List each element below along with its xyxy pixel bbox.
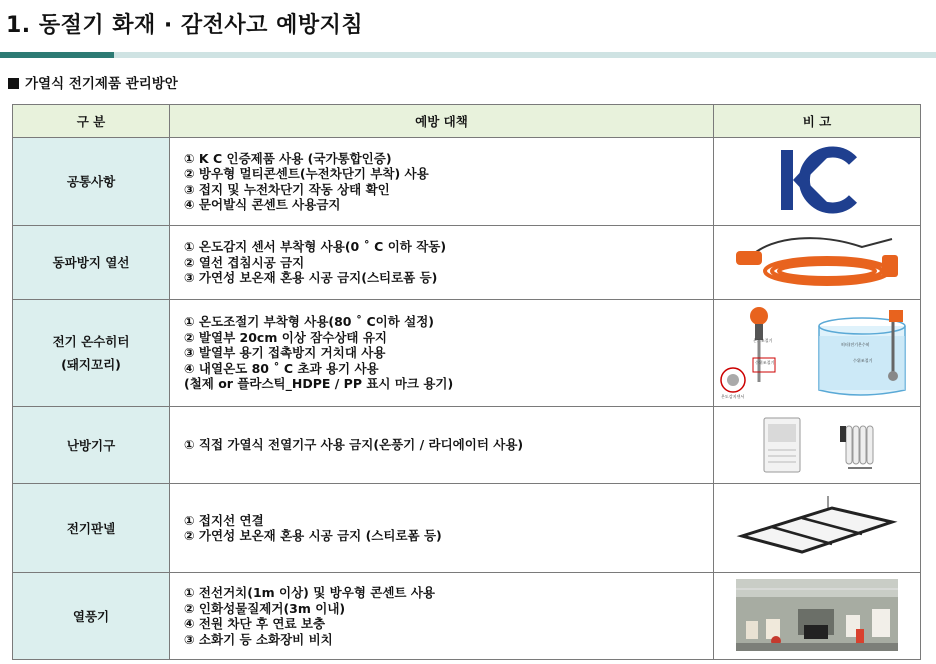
section-heading-text: 가열식 전기제품 관리방안 xyxy=(25,76,178,92)
title-underline-accent xyxy=(0,52,114,58)
electric-panel-image xyxy=(732,492,902,562)
measure-item: ② 방우형 멀티콘센트(누전차단기 부착) 사용 xyxy=(184,166,429,181)
section-heading xyxy=(8,72,178,92)
radiator-image xyxy=(840,426,873,468)
category-label: 열풍기 xyxy=(72,608,110,624)
table-header-row xyxy=(13,105,921,138)
header-measures: 예방 대책 xyxy=(170,105,714,138)
row-measures xyxy=(170,138,714,226)
table-row xyxy=(13,226,921,300)
category-label: 난방기구 xyxy=(66,437,116,453)
heating-cable-image xyxy=(732,229,902,293)
measure-item: ① 온도조절기 부착형 사용(80 ˚ C이하 설정) xyxy=(184,314,434,330)
row-measures xyxy=(170,226,714,300)
category-label: 전기판넬 xyxy=(66,520,116,536)
row-measures xyxy=(170,573,714,660)
row-measures xyxy=(170,300,714,407)
fan-heater-image xyxy=(764,418,800,472)
measure-item: ① 직접 가열식 전열기구 사용 금지(온풍기 / 라디에이터 사용) xyxy=(184,437,524,453)
kc-mark-icon xyxy=(777,145,857,215)
row-measures xyxy=(170,484,714,573)
row-category xyxy=(13,573,170,660)
measure-item: ① 접지선 연결 xyxy=(184,512,264,528)
row-category xyxy=(13,138,170,226)
measure-item: ② 가연성 보온재 혼용 시공 금지 (스티로폼 등) xyxy=(184,528,442,543)
measure-item: ③ 접지 및 누전차단기 작동 상태 확인 xyxy=(184,181,390,197)
row-remark-image xyxy=(714,407,921,484)
measure-item: (철제 or 플라스틱_HDPE / PP 표시 마크 용기) xyxy=(184,376,454,392)
measure-item: ② 인화성물질제거(3m 이내) xyxy=(184,600,346,616)
row-category xyxy=(13,226,170,300)
row-category xyxy=(13,484,170,573)
heater-label: 온도조절기 xyxy=(753,337,773,343)
water-heater-diagram xyxy=(719,302,915,402)
category-label: 공통사항 xyxy=(66,174,116,189)
measure-item: ④ 내열온도 80 ˚ C 초과 용기 사용 xyxy=(184,360,379,376)
table-row xyxy=(13,138,921,226)
header-remarks: 비 고 xyxy=(714,105,921,138)
measure-item: ② 열선 겹침시공 금지 xyxy=(184,254,305,270)
row-measures xyxy=(170,407,714,484)
measure-item: ③ 가연성 보온재 혼용 시공 금지(스티로폼 등) xyxy=(184,270,438,286)
category-sublabel: (돼지꼬리) xyxy=(61,357,121,372)
table-row xyxy=(13,573,921,660)
title-underline xyxy=(114,52,936,58)
table-row xyxy=(13,407,921,484)
row-remark-image xyxy=(714,226,921,300)
heater-label: 수위조절기 xyxy=(853,357,873,363)
measure-item: ③ 소화기 등 소화장비 비치 xyxy=(184,631,333,647)
row-remark-image xyxy=(714,300,921,407)
measure-item: ① 전선거치(1m 이상) 및 방우형 콘센트 사용 xyxy=(184,585,435,600)
measure-item: ① K C 인증제품 사용 (국가통합인증) xyxy=(184,150,392,166)
heater-label: 수위조절기 xyxy=(755,359,775,365)
square-bullet-icon xyxy=(8,78,19,89)
heater-label: 히터(전기온수히 xyxy=(841,341,870,347)
category-label: 동파방지 열선 xyxy=(52,255,130,270)
heater-label: 온도감지센서 xyxy=(721,393,745,399)
header-category: 구 분 xyxy=(13,105,170,138)
heater-appliances-image xyxy=(742,412,892,476)
page-title: 1. 동절기 화재 · 감전사고 예방지침 xyxy=(6,13,364,38)
measure-item: ② 발열부 20cm 이상 잠수상태 유지 xyxy=(184,329,387,345)
table-row xyxy=(13,484,921,573)
measure-item: ③ 발열부 용기 접촉방지 거치대 사용 xyxy=(184,345,386,361)
table-row xyxy=(13,300,921,407)
row-remark-image xyxy=(714,573,921,660)
row-category xyxy=(13,407,170,484)
hot-air-heater-image xyxy=(736,579,898,651)
category-label: 전기 온수히터 xyxy=(52,334,130,349)
measure-item: ④ 전원 차단 후 연료 보충 xyxy=(184,616,326,631)
row-remark-image xyxy=(714,138,921,226)
guideline-table xyxy=(12,104,921,660)
row-category xyxy=(13,300,170,407)
measure-item: ④ 문어발식 콘센트 사용금지 xyxy=(184,197,341,212)
row-remark-image xyxy=(714,484,921,573)
measure-item: ① 온도감지 센서 부착형 사용(0 ˚ C 이하 작동) xyxy=(184,239,447,255)
